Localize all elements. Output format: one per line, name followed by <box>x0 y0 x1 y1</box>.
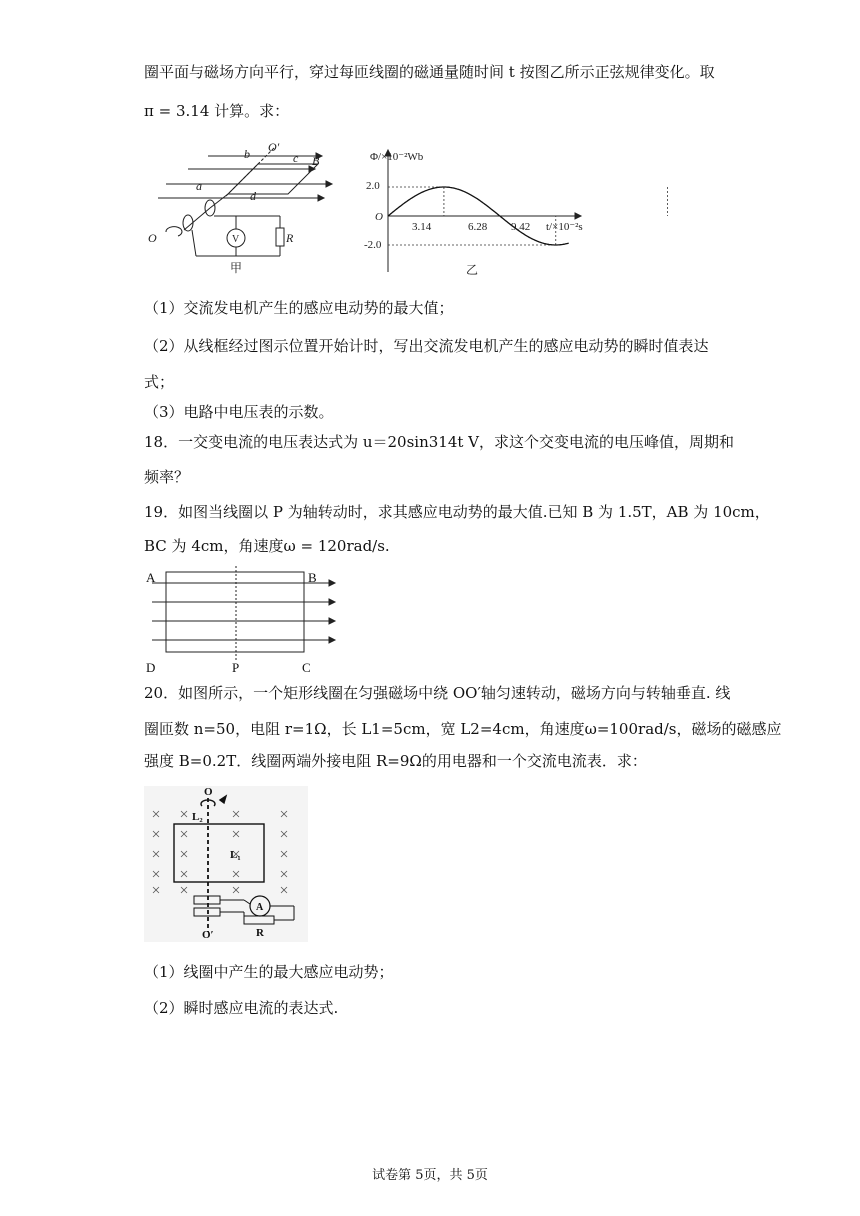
figure-yi-flux-chart <box>364 142 610 278</box>
caption-yi: 乙 <box>466 263 479 277</box>
label-b: b <box>244 147 250 161</box>
text-line-2: π = 3.14 计算。求： <box>144 102 290 120</box>
q18-line-1: 18．一交变电流的电压表达式为 u＝20sin314t V，求这个交变电流的电压峰值，周期和 <box>144 433 735 451</box>
figure-19-coil <box>144 566 354 678</box>
y-tick-2: 2.0 <box>366 180 380 192</box>
label-o: O <box>148 231 157 245</box>
y-tick-neg2: -2.0 <box>364 239 382 251</box>
q20-part-1: （1）线圈中产生的最大感应电动势； <box>144 963 394 981</box>
label-r: R <box>286 231 294 245</box>
text-line-1: 圈平面与磁场方向平行，穿过每匝线圈的磁通量随时间 t 按图乙所示正弦规律变化。取 <box>144 63 715 81</box>
label-corner-d: D <box>146 660 156 675</box>
label-B: B <box>312 154 320 168</box>
label-l2: L₂ <box>192 811 203 823</box>
voltmeter-label: V <box>232 234 240 245</box>
label-corner-a: A <box>146 570 156 585</box>
label-l1: L₁ <box>230 849 241 861</box>
x-tick-9.42: 9.42 <box>511 221 531 233</box>
chart-xlabel: t/×10⁻²s <box>546 221 583 233</box>
x-tick-6.28: 6.28 <box>468 221 488 233</box>
chart-origin: O <box>375 211 383 223</box>
label-c: c <box>293 151 299 165</box>
label-axis-p: P <box>232 660 240 675</box>
figure-jia-generator <box>144 138 359 278</box>
figure-20-coil-circuit <box>144 786 308 942</box>
label-corner-c: C <box>302 660 311 675</box>
ammeter-label: A <box>256 902 264 913</box>
q20-part-2: （2）瞬时感应电流的表达式. <box>144 999 339 1017</box>
q17-part-3: （3）电路中电压表的示数。 <box>144 403 334 421</box>
label-d: d <box>250 189 256 203</box>
chart-ylabel: Φ/×10⁻²Wb <box>370 151 424 163</box>
q17-part-1: （1）交流发电机产生的感应电动势的最大值； <box>144 299 454 317</box>
q20-line-3: 强度 B=0.2T．线圈两端外接电阻 R=9Ω的用电器和一个交流电流表．求： <box>144 752 647 770</box>
q19-line-1: 19．如图当线圈以 P 为轴转动时，求其感应电动势的最大值.已知 B 为 1.5T，AB 为 10cm， <box>144 503 770 521</box>
label-corner-b: B <box>308 570 317 585</box>
q17-part-2a: （2）从线框经过图示位置开始计时，写出交流发电机产生的感应电动势的瞬时值表达 <box>144 337 709 355</box>
label-o-prime: O′ <box>268 140 280 154</box>
x-tick-3.14: 3.14 <box>412 221 432 233</box>
q20-line-1: 20．如图所示，一个矩形线圈在匀强磁场中绕 OO′轴匀速转动，磁场方向与转轴垂直. 线 <box>144 684 731 702</box>
label-o-prime-20: O′ <box>202 929 214 941</box>
caption-jia: 甲 <box>230 261 243 275</box>
label-resistor-r: R <box>256 927 264 939</box>
q17-part-2b: 式； <box>144 373 175 391</box>
page-footer: 试卷第 5页，共 5页 <box>372 1168 488 1183</box>
q19-line-2: BC 为 4cm，角速度ω = 120rad/s. <box>144 537 390 555</box>
q20-line-2: 圈匝数 n=50，电阻 r=1Ω，长 L1=5cm，宽 L2=4cm，角速度ω=100rad/s，磁场的磁感应 <box>144 720 782 738</box>
q18-line-2: 频率？ <box>144 468 190 486</box>
label-axis-o: O <box>204 786 213 798</box>
label-a: a <box>196 179 202 193</box>
